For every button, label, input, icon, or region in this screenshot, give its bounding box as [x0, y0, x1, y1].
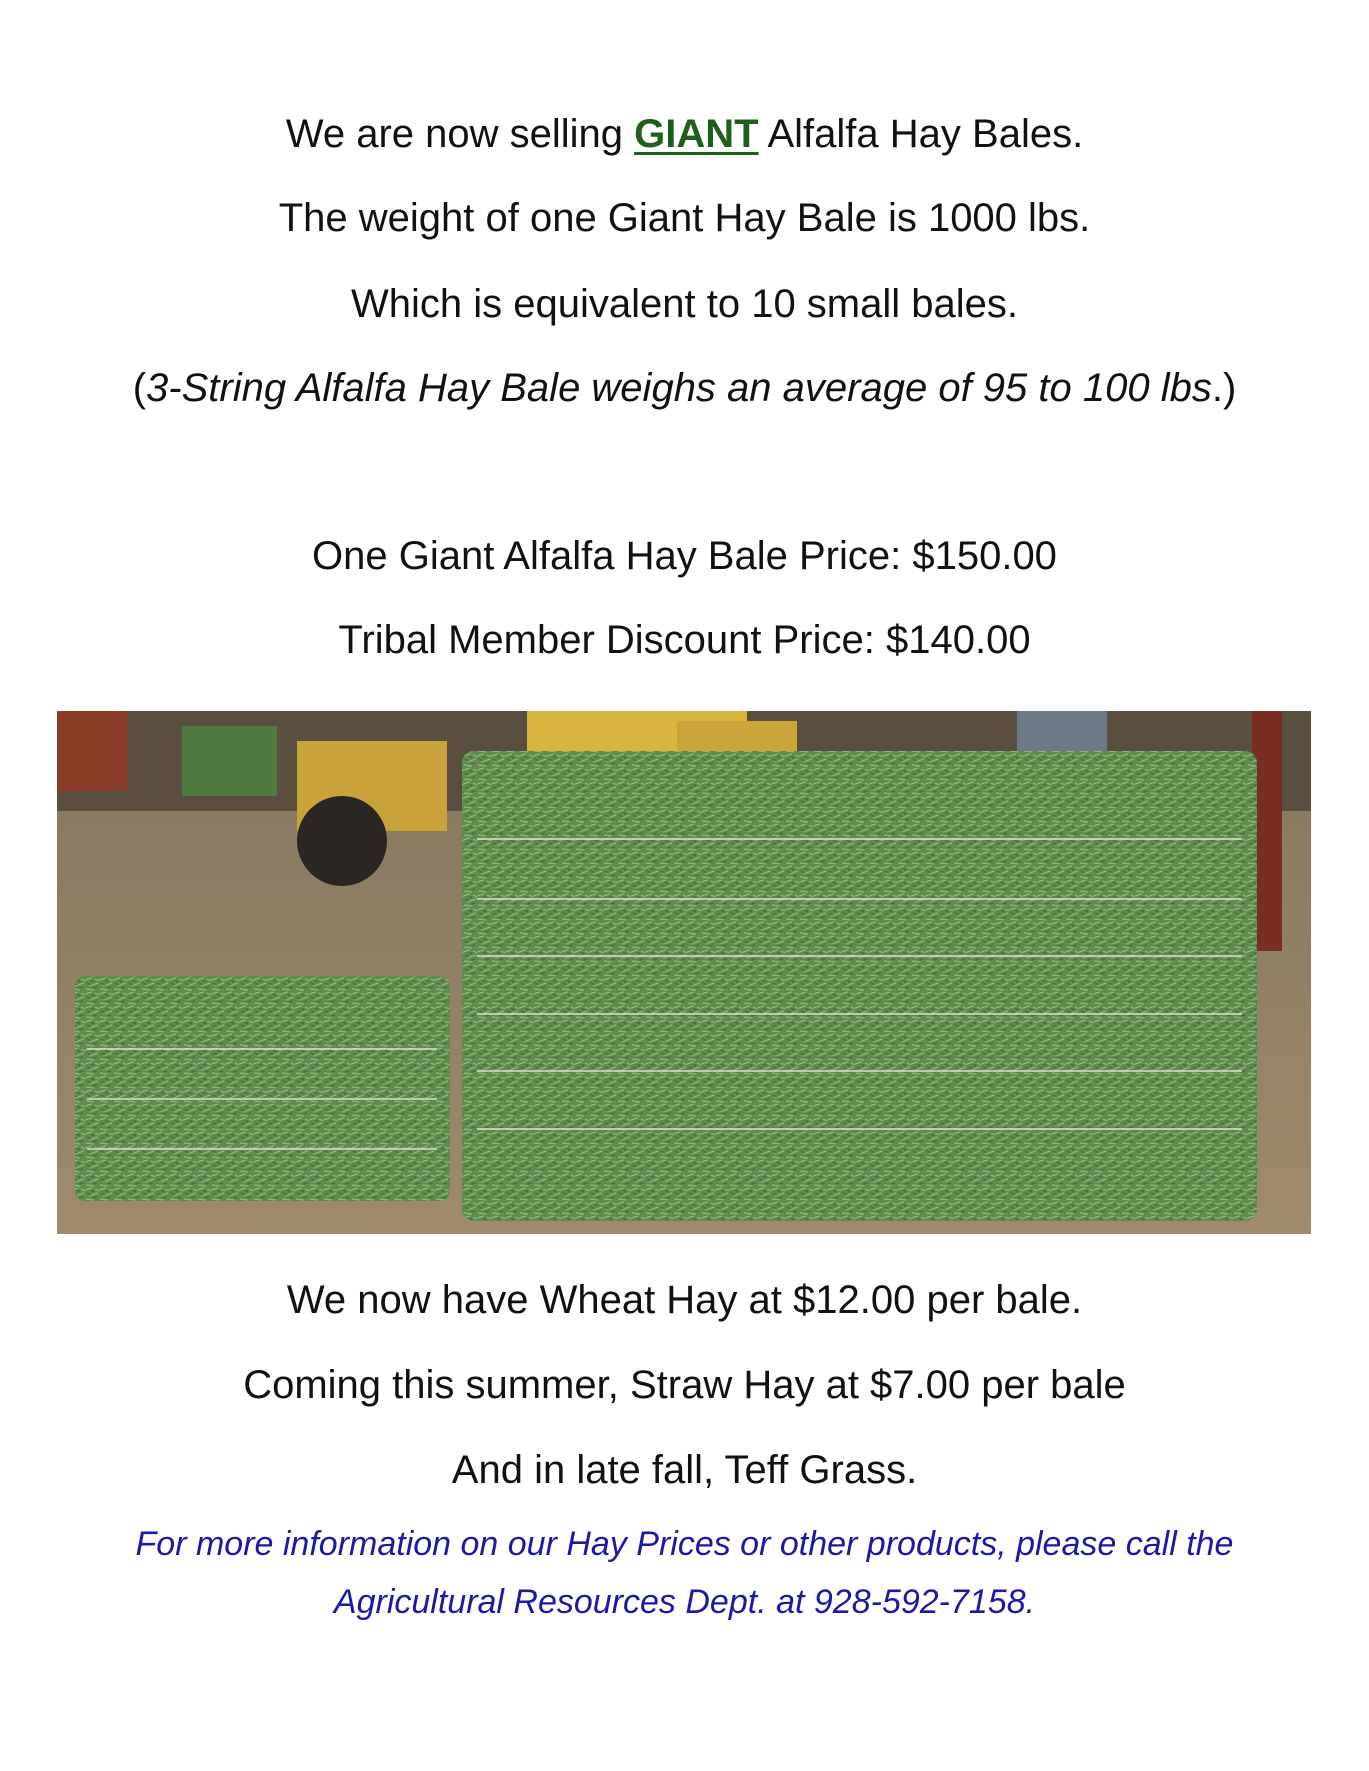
straw-hay-line: Coming this summer, Straw Hay at $7.00 per bale — [243, 1363, 1126, 1407]
headline-prefix: We are now selling — [285, 112, 635, 156]
hay-bales-illustration — [57, 711, 1311, 1234]
giant-emphasis: GIANT — [634, 112, 759, 156]
small-bale-note — [0, 364, 1369, 412]
wheat-hay-line: We now have Wheat Hay at $12.00 per bale. — [286, 1278, 1083, 1322]
note-open-paren: ( — [132, 366, 147, 410]
contact-line-2: Agricultural Resources Dept. at 928-592-7158. — [333, 1583, 1036, 1621]
hay-bales-photo — [57, 711, 1311, 1234]
tribal-discount-price: Tribal Member Discount Price: $140.00 — [338, 618, 1031, 662]
contact-line-1: For more information on our Hay Prices or other products, please call the — [135, 1525, 1234, 1563]
teff-grass-line: And in late fall, Teff Grass. — [451, 1448, 918, 1492]
small-bale-note-text: 3-String Alfalfa Hay Bale weighs an average of 95 to 100 lbs — [146, 366, 1212, 410]
note-close-paren: .) — [1211, 366, 1237, 410]
giant-bale-price: One Giant Alfalfa Hay Bale Price: $150.00 — [312, 534, 1057, 578]
weight-line: The weight of one Giant Hay Bale is 1000 lbs. — [278, 196, 1091, 240]
headline-suffix: Alfalfa Hay Bales. — [758, 112, 1084, 156]
equivalent-line: Which is equivalent to 10 small bales. — [351, 282, 1018, 326]
headline — [0, 110, 1369, 158]
